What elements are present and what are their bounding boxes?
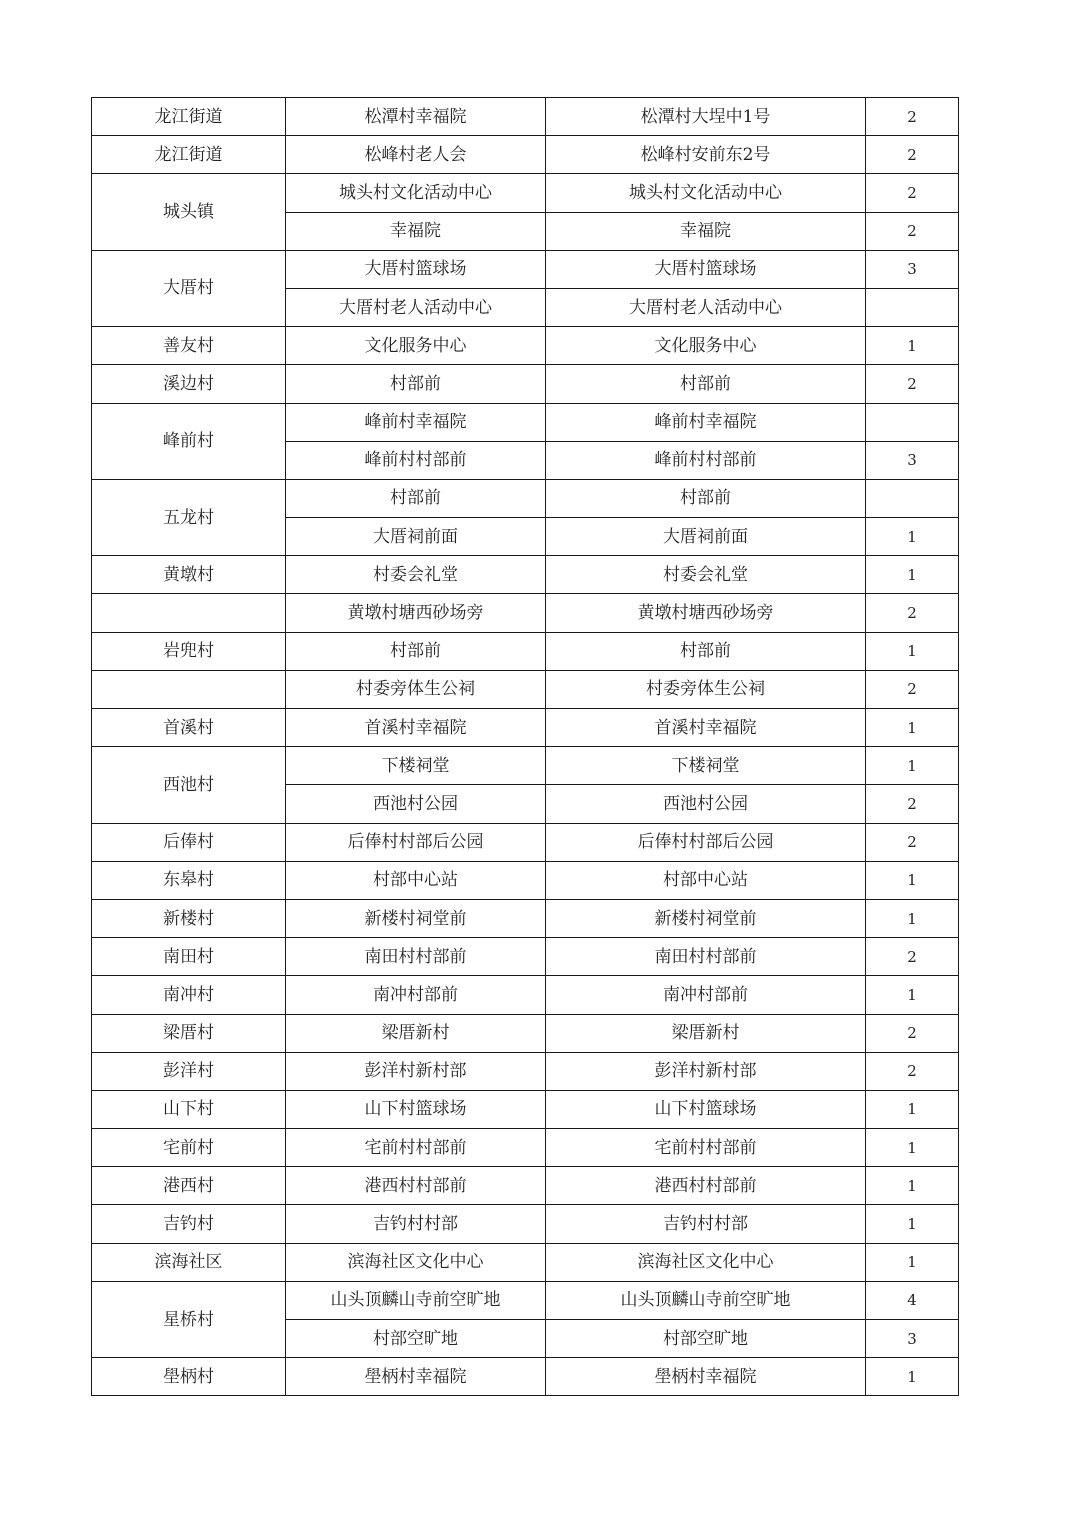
- area-cell: 滨海社区: [92, 1243, 286, 1281]
- table-row: [92, 1167, 959, 1205]
- site-name-cell: 村部中心站: [286, 861, 546, 899]
- site-name-cell: 下楼祠堂: [286, 747, 546, 785]
- table-row: [92, 174, 959, 212]
- site-name-cell: 梁厝新村: [286, 1014, 546, 1052]
- site-name-cell: 黄墩村塘西砂场旁: [286, 594, 546, 632]
- site-name-cell: 西池村公园: [286, 785, 546, 823]
- count-cell: 1: [866, 1129, 959, 1167]
- area-cell: 城头镇: [92, 174, 286, 250]
- site-name-cell: 峰前村幸福院: [286, 403, 546, 441]
- site-name-cell: 城头村文化活动中心: [286, 174, 546, 212]
- table-row: [92, 594, 959, 632]
- table-row: [92, 1205, 959, 1243]
- site-name-cell: 文化服务中心: [286, 327, 546, 365]
- address-cell: 西池村公园: [546, 785, 866, 823]
- table-row: [92, 823, 959, 861]
- address-cell: 村部前: [546, 365, 866, 403]
- area-cell: 黄墩村: [92, 556, 286, 594]
- site-name-cell: 后俸村村部后公园: [286, 823, 546, 861]
- table-row: [92, 1014, 959, 1052]
- address-cell: 村委会礼堂: [546, 556, 866, 594]
- table-row: [92, 632, 959, 670]
- count-cell: 2: [866, 594, 959, 632]
- address-cell: 下楼祠堂: [546, 747, 866, 785]
- address-cell: 村委旁体生公祠: [546, 670, 866, 708]
- site-name-cell: 村部前: [286, 632, 546, 670]
- site-name-cell: 宅前村村部前: [286, 1129, 546, 1167]
- address-cell: 山头顶麟山寺前空旷地: [546, 1281, 866, 1319]
- count-cell: 1: [866, 1243, 959, 1281]
- area-cell: 梁厝村: [92, 1014, 286, 1052]
- count-cell: 1: [866, 976, 959, 1014]
- count-cell: 1: [866, 518, 959, 556]
- site-name-cell: 吉钓村村部: [286, 1205, 546, 1243]
- site-table: [91, 97, 959, 1396]
- address-cell: 滨海社区文化中心: [546, 1243, 866, 1281]
- site-name-cell: 村部前: [286, 365, 546, 403]
- table-row: [92, 1358, 959, 1396]
- count-cell: 2: [866, 136, 959, 174]
- area-cell: 后俸村: [92, 823, 286, 861]
- site-name-cell: 彭洋村新村部: [286, 1052, 546, 1090]
- table-row: [92, 1090, 959, 1128]
- count-cell: 2: [866, 365, 959, 403]
- site-name-cell: 大厝村老人活动中心: [286, 288, 546, 326]
- count-cell: [866, 288, 959, 326]
- site-name-cell: 山下村篮球场: [286, 1090, 546, 1128]
- table-row: [92, 670, 959, 708]
- count-cell: 2: [866, 938, 959, 976]
- area-cell: 壆柄村: [92, 1358, 286, 1396]
- address-cell: 南冲村部前: [546, 976, 866, 1014]
- area-cell: 龙江街道: [92, 136, 286, 174]
- table-row: [92, 938, 959, 976]
- address-cell: 城头村文化活动中心: [546, 174, 866, 212]
- address-cell: 南田村村部前: [546, 938, 866, 976]
- table-row: [92, 976, 959, 1014]
- area-cell: 岩兜村: [92, 632, 286, 670]
- area-cell: 溪边村: [92, 365, 286, 403]
- site-name-cell: 大厝祠前面: [286, 518, 546, 556]
- address-cell: 峰前村幸福院: [546, 403, 866, 441]
- address-cell: 文化服务中心: [546, 327, 866, 365]
- area-cell: 宅前村: [92, 1129, 286, 1167]
- address-cell: 村部空旷地: [546, 1320, 866, 1358]
- site-name-cell: 峰前村村部前: [286, 441, 546, 479]
- area-cell: 五龙村: [92, 479, 286, 555]
- area-cell: [92, 594, 286, 632]
- count-cell: [866, 403, 959, 441]
- site-name-cell: 松潭村幸福院: [286, 98, 546, 136]
- site-name-cell: 南田村村部前: [286, 938, 546, 976]
- site-name-cell: 松峰村老人会: [286, 136, 546, 174]
- count-cell: 1: [866, 556, 959, 594]
- area-cell: 大厝村: [92, 250, 286, 326]
- address-cell: 村部前: [546, 632, 866, 670]
- area-cell: 南田村: [92, 938, 286, 976]
- address-cell: 彭洋村新村部: [546, 1052, 866, 1090]
- address-cell: 梁厝新村: [546, 1014, 866, 1052]
- address-cell: 港西村村部前: [546, 1167, 866, 1205]
- count-cell: 2: [866, 670, 959, 708]
- count-cell: [866, 479, 959, 517]
- area-cell: 西池村: [92, 747, 286, 823]
- site-name-cell: 新楼村祠堂前: [286, 899, 546, 937]
- address-cell: 后俸村村部后公园: [546, 823, 866, 861]
- area-cell: 龙江街道: [92, 98, 286, 136]
- address-cell: 松潭村大埕中1号: [546, 98, 866, 136]
- area-cell: 彭洋村: [92, 1052, 286, 1090]
- address-cell: 吉钓村村部: [546, 1205, 866, 1243]
- table-row: [92, 1281, 959, 1319]
- count-cell: 4: [866, 1281, 959, 1319]
- count-cell: 2: [866, 1014, 959, 1052]
- table-row: [92, 709, 959, 747]
- table-row: [92, 98, 959, 136]
- area-cell: 峰前村: [92, 403, 286, 479]
- count-cell: 3: [866, 1320, 959, 1358]
- table-row: [92, 327, 959, 365]
- site-table-body: [92, 98, 959, 1396]
- count-cell: 1: [866, 1167, 959, 1205]
- site-name-cell: 山头顶麟山寺前空旷地: [286, 1281, 546, 1319]
- table-row: [92, 136, 959, 174]
- site-name-cell: 滨海社区文化中心: [286, 1243, 546, 1281]
- address-cell: 首溪村幸福院: [546, 709, 866, 747]
- count-cell: 2: [866, 823, 959, 861]
- count-cell: 2: [866, 212, 959, 250]
- area-cell: 星桥村: [92, 1281, 286, 1357]
- site-name-cell: 大厝村篮球场: [286, 250, 546, 288]
- site-name-cell: 村委会礼堂: [286, 556, 546, 594]
- area-cell: 善友村: [92, 327, 286, 365]
- site-name-cell: 村委旁体生公祠: [286, 670, 546, 708]
- address-cell: 村部前: [546, 479, 866, 517]
- area-cell: 新楼村: [92, 899, 286, 937]
- site-name-cell: 村部空旷地: [286, 1320, 546, 1358]
- count-cell: 2: [866, 174, 959, 212]
- table-row: [92, 1052, 959, 1090]
- site-name-cell: 村部前: [286, 479, 546, 517]
- count-cell: 1: [866, 709, 959, 747]
- address-cell: 大厝祠前面: [546, 518, 866, 556]
- address-cell: 大厝村篮球场: [546, 250, 866, 288]
- table-row: [92, 479, 959, 517]
- count-cell: 1: [866, 1090, 959, 1128]
- table-row: [92, 1129, 959, 1167]
- address-cell: 新楼村祠堂前: [546, 899, 866, 937]
- count-cell: 1: [866, 861, 959, 899]
- address-cell: 黄墩村塘西砂场旁: [546, 594, 866, 632]
- area-cell: 首溪村: [92, 709, 286, 747]
- count-cell: 1: [866, 1358, 959, 1396]
- count-cell: 1: [866, 747, 959, 785]
- table-row: [92, 899, 959, 937]
- count-cell: 3: [866, 441, 959, 479]
- table-row: [92, 861, 959, 899]
- area-cell: 东皋村: [92, 861, 286, 899]
- count-cell: 2: [866, 1052, 959, 1090]
- address-cell: 峰前村村部前: [546, 441, 866, 479]
- count-cell: 2: [866, 785, 959, 823]
- site-name-cell: 港西村村部前: [286, 1167, 546, 1205]
- address-cell: 大厝村老人活动中心: [546, 288, 866, 326]
- site-name-cell: 南冲村部前: [286, 976, 546, 1014]
- table-row: [92, 403, 959, 441]
- count-cell: 1: [866, 632, 959, 670]
- count-cell: 3: [866, 250, 959, 288]
- area-cell: 南冲村: [92, 976, 286, 1014]
- area-cell: 港西村: [92, 1167, 286, 1205]
- address-cell: 幸福院: [546, 212, 866, 250]
- address-cell: 山下村篮球场: [546, 1090, 866, 1128]
- site-name-cell: 幸福院: [286, 212, 546, 250]
- count-cell: 1: [866, 899, 959, 937]
- address-cell: 壆柄村幸福院: [546, 1358, 866, 1396]
- count-cell: 1: [866, 1205, 959, 1243]
- table-row: [92, 250, 959, 288]
- address-cell: 宅前村村部前: [546, 1129, 866, 1167]
- site-name-cell: 首溪村幸福院: [286, 709, 546, 747]
- count-cell: 2: [866, 98, 959, 136]
- area-cell: [92, 670, 286, 708]
- address-cell: 村部中心站: [546, 861, 866, 899]
- area-cell: 山下村: [92, 1090, 286, 1128]
- area-cell: 吉钓村: [92, 1205, 286, 1243]
- address-cell: 松峰村安前东2号: [546, 136, 866, 174]
- table-row: [92, 556, 959, 594]
- site-name-cell: 壆柄村幸福院: [286, 1358, 546, 1396]
- table-row: [92, 1243, 959, 1281]
- table-row: [92, 747, 959, 785]
- count-cell: 1: [866, 327, 959, 365]
- table-row: [92, 365, 959, 403]
